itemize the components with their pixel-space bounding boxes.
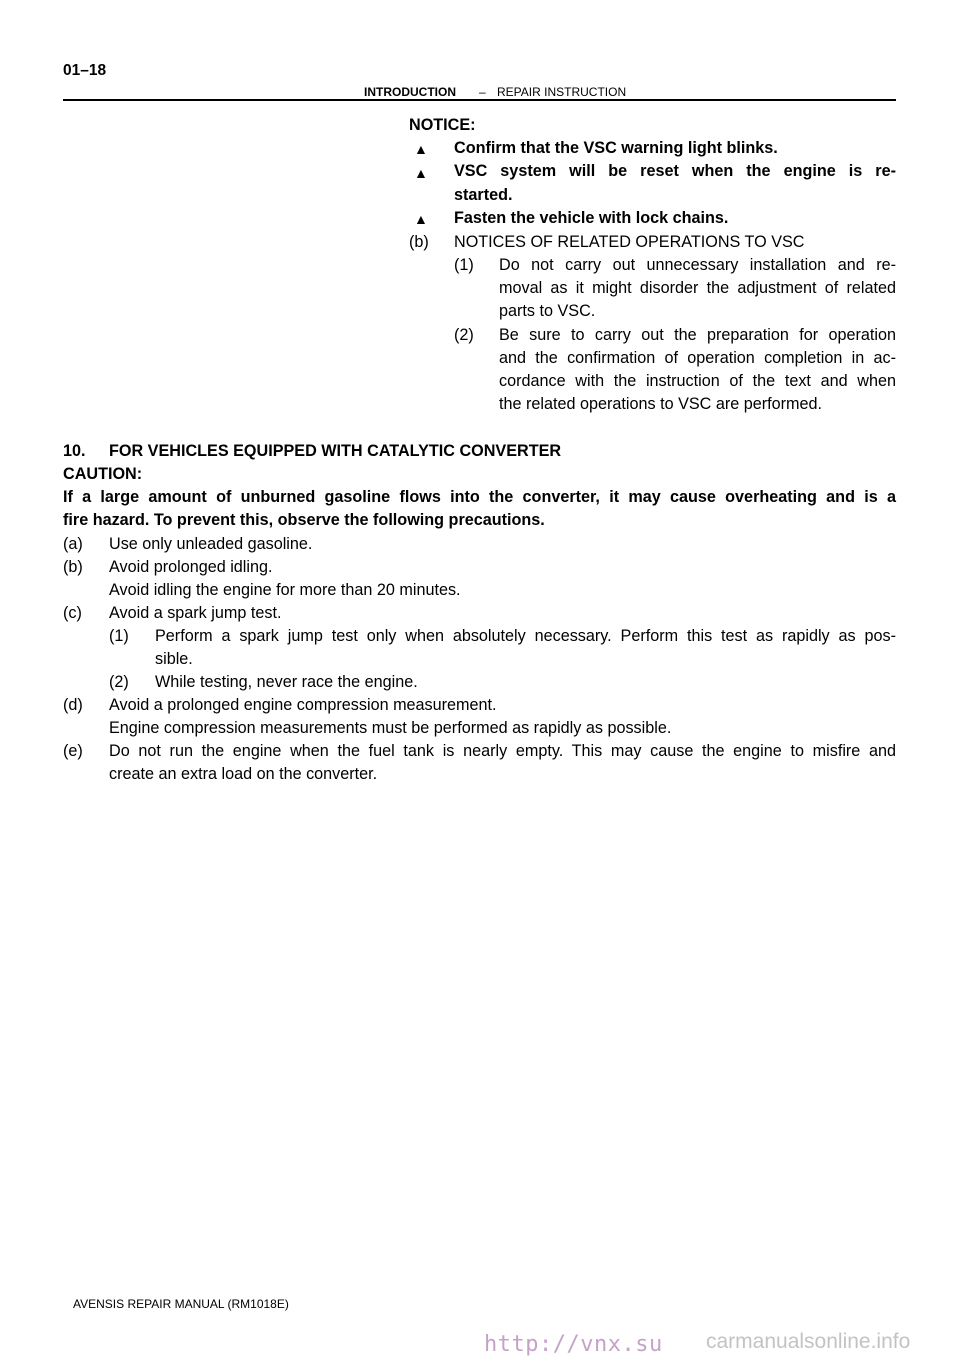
- sub-label: (2): [454, 326, 474, 344]
- list-label: (b): [63, 558, 83, 576]
- warning-triangle-icon: ▲: [414, 141, 428, 157]
- list-item-text: Use only unleaded gasoline.: [109, 535, 313, 553]
- sub-item-line: Perform a spark jump test only when absolutely necessary. Perform this test as rapidly as pos-: [155, 627, 896, 645]
- list-item-text: create an extra load on the converter.: [109, 765, 378, 783]
- list-label: (e): [63, 742, 83, 760]
- list-label: (b): [409, 233, 429, 251]
- list-item-text: Avoid idling the engine for more than 20 minutes.: [109, 581, 461, 599]
- caution-text: fire hazard. To prevent this, observe the following precautions.: [63, 511, 545, 529]
- header-subsection-title: REPAIR INSTRUCTION: [497, 85, 627, 99]
- header-section-title: INTRODUCTION: [364, 85, 456, 99]
- list-item-text: Engine compression measurements must be performed as rapidly as possible.: [109, 719, 672, 737]
- caution-title: CAUTION:: [63, 465, 143, 483]
- list-label: (a): [63, 535, 83, 553]
- sub-label: (1): [109, 627, 129, 645]
- page-number: 01–18: [63, 62, 107, 79]
- sub-item-line: Do not carry out unnecessary installation and re-: [499, 256, 896, 274]
- list-item-text: Do not run the engine when the fuel tank is nearly empty. This may cause the engine to misfire and: [109, 742, 896, 760]
- header-separator: –: [479, 85, 486, 99]
- section-number: 10.: [63, 442, 86, 460]
- sub-label: (2): [109, 673, 129, 691]
- sub-item-line: and the confirmation of operation completion in ac-: [499, 349, 896, 367]
- notice-title: NOTICE:: [409, 116, 476, 134]
- notice-item: Confirm that the VSC warning light blinks.: [454, 139, 778, 157]
- watermark-link[interactable]: http://vnx.su: [484, 1332, 663, 1357]
- list-label: (c): [63, 604, 82, 622]
- sub-item-line: cordance with the instruction of the text and when: [499, 372, 896, 390]
- notice-item: VSC system will be reset when the engine is re-: [454, 162, 896, 180]
- sub-item-line: While testing, never race the engine.: [155, 673, 418, 691]
- warning-triangle-icon: ▲: [414, 211, 428, 227]
- sub-item-line: moval as it might disorder the adjustment of related: [499, 279, 896, 297]
- header-rule: [63, 99, 896, 101]
- list-item-title: NOTICES OF RELATED OPERATIONS TO VSC: [454, 233, 805, 251]
- section-title: FOR VEHICLES EQUIPPED WITH CATALYTIC CONVERTER: [109, 442, 562, 460]
- sub-item-line: sible.: [155, 650, 193, 668]
- notice-item: Fasten the vehicle with lock chains.: [454, 209, 729, 227]
- sub-item-line: the related operations to VSC are performed.: [499, 395, 823, 413]
- watermark-site: carmanualsonline.info: [706, 1330, 911, 1353]
- caution-text: If a large amount of unburned gasoline flows into the converter, it may cause overheating and is a: [63, 488, 896, 506]
- sub-item-line: parts to VSC.: [499, 302, 596, 320]
- warning-triangle-icon: ▲: [414, 165, 428, 181]
- notice-item-continued: started.: [454, 186, 513, 204]
- list-label: (d): [63, 696, 83, 714]
- list-item-text: Avoid a spark jump test.: [109, 604, 282, 622]
- list-item-text: Avoid prolonged idling.: [109, 558, 273, 576]
- sub-item-line: Be sure to carry out the preparation for operation: [499, 326, 896, 344]
- sub-label: (1): [454, 256, 474, 274]
- footer-manual-title: AVENSIS REPAIR MANUAL (RM1018E): [73, 1297, 289, 1311]
- list-item-text: Avoid a prolonged engine compression measurement.: [109, 696, 497, 714]
